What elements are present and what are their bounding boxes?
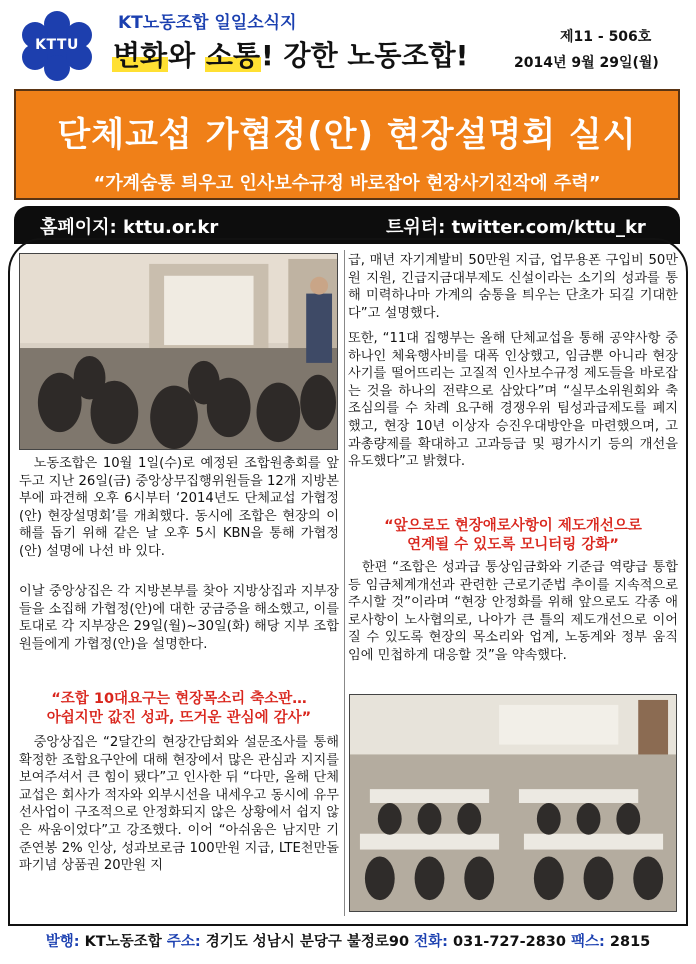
subheading-1-line-2: 아쉽지만 값진 성과, 뜨거운 관심에 감사” xyxy=(46,710,312,726)
kttu-logo xyxy=(14,10,100,82)
article-left-paragraph-1: 노동조합은 10월 1일(수)로 예정된 조합원총회를 앞두고 지난 26일(금) 중앙상무집행위원들을 12개 지방본부에 파견해 오후 6시부터 ‘2014년도 단체교섭 가협정(안) 현장설명회’를 개최했다. 동시에 조합은 현장의 이해를 돕기 위해 같은 날 오후 5시 KBN을 통해 가협정(안) 설명에 나선 바 있다. xyxy=(19,456,339,559)
article-left-paragraph-2: 이날 중앙상집은 각 지방본부를 찾아 지방상집과 지부장들을 소집해 가협정(안)에 대한 궁금증을 해소했고, 이를 토대로 각 지부장은 29일(월)~30일(화) 해당 지부 조합원들에게 가협정(안)을 설명한다. xyxy=(19,584,339,652)
footer-phone: 031-727-2830 xyxy=(453,934,566,950)
footer-address: 경기도 성남시 분당구 불정로90 xyxy=(205,934,410,950)
footer-publisher: KT노동조합 xyxy=(84,934,162,950)
article-right-paragraph-2: 또한, “11대 집행부는 올해 단체교섭을 통해 공약사항 중 하나인 체육행사비를 대폭 인상했고, 임금뿐 아니라 현장사기를 떨어뜨리는 고질적 인사보수규정 제도들을 바로잡는 것을 하나의 전략으로 삼았다”며 “실무소위원회와 축조심의를 수 차례 요구해 경쟁우위 팀성과급제도를 폐지했고, 현장 10년 이상자 승진우대방안을 마련했으며, 고과총량제를 확대하고 고과등급 및 평가시기 등의 개선을 유도했다”고 밝혔다. xyxy=(348,331,678,470)
subheading-2-line-2: 연계될 수 있도록 모니터링 강화” xyxy=(407,537,619,553)
column-divider xyxy=(344,250,345,916)
subheading-1 xyxy=(19,690,339,728)
subheading-1-line-1: “조합 10대요구는 현장목소리 축소판… xyxy=(51,691,307,707)
footer-publisher-key: 발행: xyxy=(45,934,80,950)
slogan-part-2: 와 xyxy=(168,39,205,72)
slogan-part-1: 변화 xyxy=(113,39,168,72)
subheading-2-line-1: “앞으로도 현장애로사항이 제도개선으로 xyxy=(384,518,642,534)
footer-fax: 2815 xyxy=(609,934,651,950)
homepage-link[interactable]: 홈페이지: kttu.or.kr xyxy=(40,217,219,238)
footer-phone-key: 전화: xyxy=(414,934,448,950)
headline-banner xyxy=(14,89,680,200)
article-left-paragraph-3: 중앙상집은 “2달간의 현장간담회와 설문조사를 통해 확정한 조합요구안에 대해 현장에서 많은 관심과 지지를 보여주셔서 큰 힘이 됐다”고 인사한 뒤 “다만, 올해 단체교섭은 회사가 적자와 외부시선을 내세우고 동시에 유무선사업이 구조적으로 안정화되지 않은 상황에서 쉽지 않은 싸움이었다”고 강조했다. 이어 “아쉬움은 남지만 기준연봉 2% 인상, 성과보로금 100만원 지급, LTE천만돌파기념 상품권 20만원 지 xyxy=(19,735,339,874)
meeting-photo-image xyxy=(20,254,337,449)
footer-fax-key: 팩스: xyxy=(571,934,605,950)
issue-number: 제11 - 506호 xyxy=(560,29,652,45)
twitter-link[interactable]: 트위터: twitter.com/kttu_kr xyxy=(386,217,646,238)
conference-room-image xyxy=(350,695,676,911)
briefing-photo-2 xyxy=(349,694,677,912)
headline-title: 단체교섭 가협정(안) 현장설명회 실시 xyxy=(57,115,637,155)
article-right-paragraph-3: 한편 “조합은 성과급 통상임금화와 기준급 역량급 통합 등 임금체계개선과 관련한 근로기준법 추이를 지속적으로 주시할 것”이라며 “현장 안정화를 위해 앞으로도 각종 애로사항이 노사협의로, 나아가 큰 틀의 제도개선으로 이어질 수 있도록 현장의 목소리와 업계, 노동계와 정부 움직임에 민첩하게 대응할 것”을 약속했다. xyxy=(348,560,678,663)
paper-name: KT노동조합 일일소식지 xyxy=(118,13,297,33)
issue-date: 2014년 9월 29일(월) xyxy=(514,55,659,71)
slogan xyxy=(112,34,468,74)
headline-subtitle: “가계숨통 틔우고 인사보수규정 바로잡아 현장사기진작에 주력” xyxy=(93,173,601,194)
briefing-photo-1 xyxy=(19,253,338,450)
footer xyxy=(0,930,696,951)
slogan-part-3: 소통 xyxy=(205,39,261,72)
article-right-paragraph-1: 급, 매년 자기계발비 50만원 지급, 업무용폰 구입비 50만원 지원, 긴급지금대부제도 신설이라는 소기의 성과를 통해 미력하나마 가계의 숨통을 틔우는 단초가 되길 기대한다”고 설명했다. xyxy=(348,253,678,321)
logo-text: KTTU xyxy=(35,37,79,53)
subheading-2 xyxy=(348,517,678,555)
slogan-part-4: ! 강한 노동조합! xyxy=(261,39,469,72)
footer-address-key: 주소: xyxy=(166,934,201,950)
